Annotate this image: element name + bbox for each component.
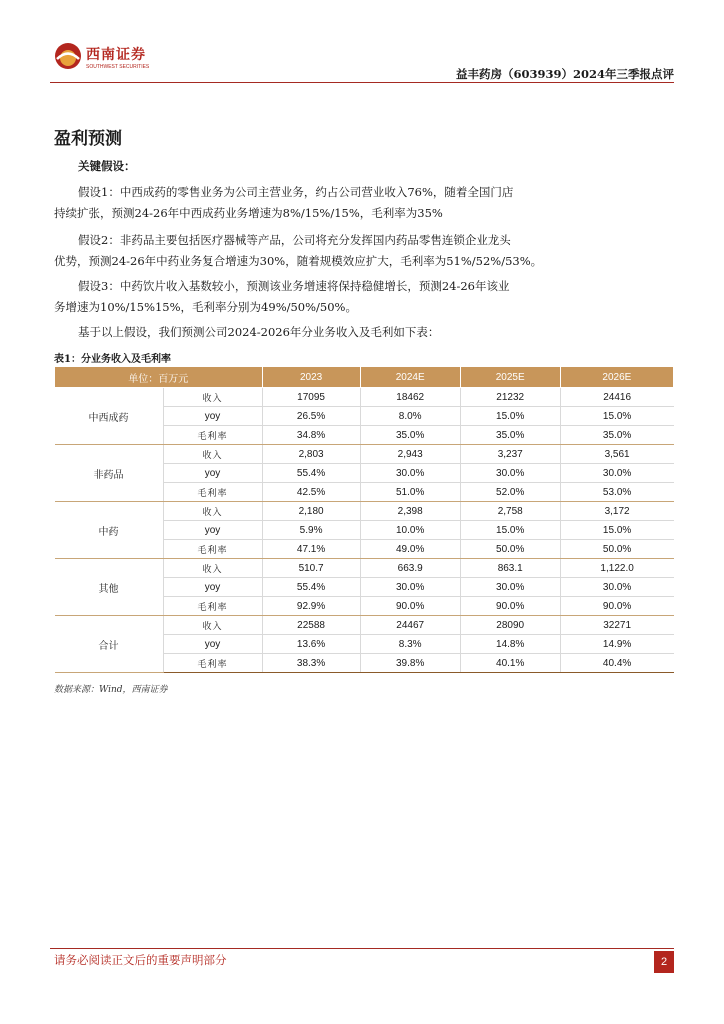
logo-chinese-text: 西南证券: [86, 47, 146, 63]
segment-name-cell: 非药品: [55, 445, 164, 502]
value-cell: 663.9: [360, 559, 460, 578]
metric-label-cell: 收入: [163, 559, 262, 578]
value-cell: 40.1%: [460, 654, 560, 673]
table-header-year: 2024E: [360, 367, 460, 388]
value-cell: 39.8%: [360, 654, 460, 673]
value-cell: 5.9%: [262, 521, 360, 540]
value-cell: 14.8%: [460, 635, 560, 654]
value-cell: 24416: [560, 388, 673, 407]
value-cell: 28090: [460, 616, 560, 635]
segment-name-cell: 其他: [55, 559, 164, 616]
paragraph-line: 优势，预测24-26年中药业务复合增速为30%，随着规模效应扩大，毛利率为51%/52%/53%。: [54, 254, 543, 268]
value-cell: 42.5%: [262, 483, 360, 502]
value-cell: 90.0%: [360, 597, 460, 616]
metric-label-cell: 收入: [163, 616, 262, 635]
value-cell: 52.0%: [460, 483, 560, 502]
value-cell: 2,803: [262, 445, 360, 464]
value-cell: 32271: [560, 616, 673, 635]
value-cell: 2,180: [262, 502, 360, 521]
value-cell: 34.8%: [262, 426, 360, 445]
value-cell: 14.9%: [560, 635, 673, 654]
value-cell: 50.0%: [460, 540, 560, 559]
logo-english-text: SOUTHWEST SECURITIES: [86, 64, 150, 70]
value-cell: 15.0%: [460, 407, 560, 426]
metric-label-cell: yoy: [163, 521, 262, 540]
page-number: 2: [654, 951, 674, 973]
value-cell: 53.0%: [560, 483, 673, 502]
company-logo: [54, 42, 154, 76]
assumption-paragraph-3: [54, 276, 554, 318]
metric-label-cell: 毛利率: [163, 426, 262, 445]
paragraph-line: 持续扩张，预测24-26年中西成药业务增速为8%/15%/15%，毛利率为35%: [54, 206, 443, 220]
footer-disclaimer: 请务必阅读正文后的重要声明部分: [54, 953, 227, 967]
logo-emblem-icon: [54, 42, 82, 70]
segment-revenue-table: [54, 366, 674, 673]
value-cell: 51.0%: [360, 483, 460, 502]
metric-label-cell: 毛利率: [163, 654, 262, 673]
value-cell: 26.5%: [262, 407, 360, 426]
value-cell: 13.6%: [262, 635, 360, 654]
metric-label-cell: yoy: [163, 635, 262, 654]
data-source-note: 数据来源：Wind，西南证券: [54, 685, 168, 695]
value-cell: 47.1%: [262, 540, 360, 559]
value-cell: 3,172: [560, 502, 673, 521]
value-cell: 15.0%: [560, 407, 673, 426]
table-row: [55, 559, 674, 578]
table-row: [55, 445, 674, 464]
header-divider: [50, 82, 674, 83]
value-cell: 55.4%: [262, 464, 360, 483]
value-cell: 2,398: [360, 502, 460, 521]
value-cell: 15.0%: [560, 521, 673, 540]
value-cell: 35.0%: [360, 426, 460, 445]
value-cell: 92.9%: [262, 597, 360, 616]
paragraph-line: 基于以上假设，我们预测公司2024-2026年分业务收入及毛利如下表：: [78, 325, 440, 339]
value-cell: 30.0%: [460, 578, 560, 597]
segment-name-cell: 中西成药: [55, 388, 164, 445]
value-cell: 3,561: [560, 445, 673, 464]
value-cell: 38.3%: [262, 654, 360, 673]
metric-label-cell: 毛利率: [163, 597, 262, 616]
value-cell: 35.0%: [460, 426, 560, 445]
table-row: [55, 388, 674, 407]
metric-label-cell: yoy: [163, 464, 262, 483]
section-title: 盈利预测: [54, 129, 122, 149]
metric-label-cell: yoy: [163, 407, 262, 426]
footer-divider: [50, 948, 674, 949]
value-cell: 35.0%: [560, 426, 673, 445]
table-title: 表1：分业务收入及毛利率: [54, 354, 171, 365]
value-cell: 55.4%: [262, 578, 360, 597]
report-title: 益丰药房（603939）2024年三季报点评: [455, 67, 674, 81]
value-cell: 90.0%: [460, 597, 560, 616]
table-row: [55, 502, 674, 521]
value-cell: 22588: [262, 616, 360, 635]
table-header-year: 2023: [262, 367, 360, 388]
metric-label-cell: 毛利率: [163, 483, 262, 502]
value-cell: 15.0%: [460, 521, 560, 540]
metric-label-cell: yoy: [163, 578, 262, 597]
value-cell: 3,237: [460, 445, 560, 464]
value-cell: 90.0%: [560, 597, 673, 616]
value-cell: 50.0%: [560, 540, 673, 559]
value-cell: 8.0%: [360, 407, 460, 426]
summary-paragraph: [54, 322, 554, 343]
value-cell: 30.0%: [360, 464, 460, 483]
metric-label-cell: 收入: [163, 388, 262, 407]
value-cell: 17095: [262, 388, 360, 407]
value-cell: 30.0%: [560, 578, 673, 597]
value-cell: 2,758: [460, 502, 560, 521]
value-cell: 30.0%: [360, 578, 460, 597]
value-cell: 10.0%: [360, 521, 460, 540]
table-header-unit: 单位：百万元: [55, 367, 263, 388]
value-cell: 2,943: [360, 445, 460, 464]
value-cell: 40.4%: [560, 654, 673, 673]
value-cell: 21232: [460, 388, 560, 407]
value-cell: 49.0%: [360, 540, 460, 559]
metric-label-cell: 收入: [163, 502, 262, 521]
value-cell: 863.1: [460, 559, 560, 578]
value-cell: 30.0%: [560, 464, 673, 483]
paragraph-line: 假设2：非药品主要包括医疗器械等产品，公司将充分发挥国内药品零售连锁企业龙头: [78, 233, 511, 247]
value-cell: 510.7: [262, 559, 360, 578]
value-cell: 1,122.0: [560, 559, 673, 578]
segment-name-cell: 中药: [55, 502, 164, 559]
key-assumptions-label: 关键假设：: [78, 159, 136, 173]
metric-label-cell: 毛利率: [163, 540, 262, 559]
paragraph-line: 假设1：中西成药的零售业务为公司主营业务，约占公司营业收入76%，随着全国门店: [78, 185, 514, 199]
value-cell: 8.3%: [360, 635, 460, 654]
metric-label-cell: 收入: [163, 445, 262, 464]
value-cell: 24467: [360, 616, 460, 635]
table-header-row: [55, 367, 674, 388]
table-header-year: 2025E: [460, 367, 560, 388]
value-cell: 30.0%: [460, 464, 560, 483]
segment-name-cell: 合计: [55, 616, 164, 673]
table-row: [55, 616, 674, 635]
assumption-paragraph-2: [54, 230, 554, 272]
paragraph-line: 假设3：中药饮片收入基数较小，预测该业务增速将保持稳健增长，预测24-26年该业: [78, 279, 510, 293]
value-cell: 18462: [360, 388, 460, 407]
table-header-year: 2026E: [560, 367, 673, 388]
assumption-paragraph-1: [54, 182, 554, 224]
paragraph-line: 务增速为10%/15%15%，毛利率分别为49%/50%/50%。: [54, 300, 357, 314]
